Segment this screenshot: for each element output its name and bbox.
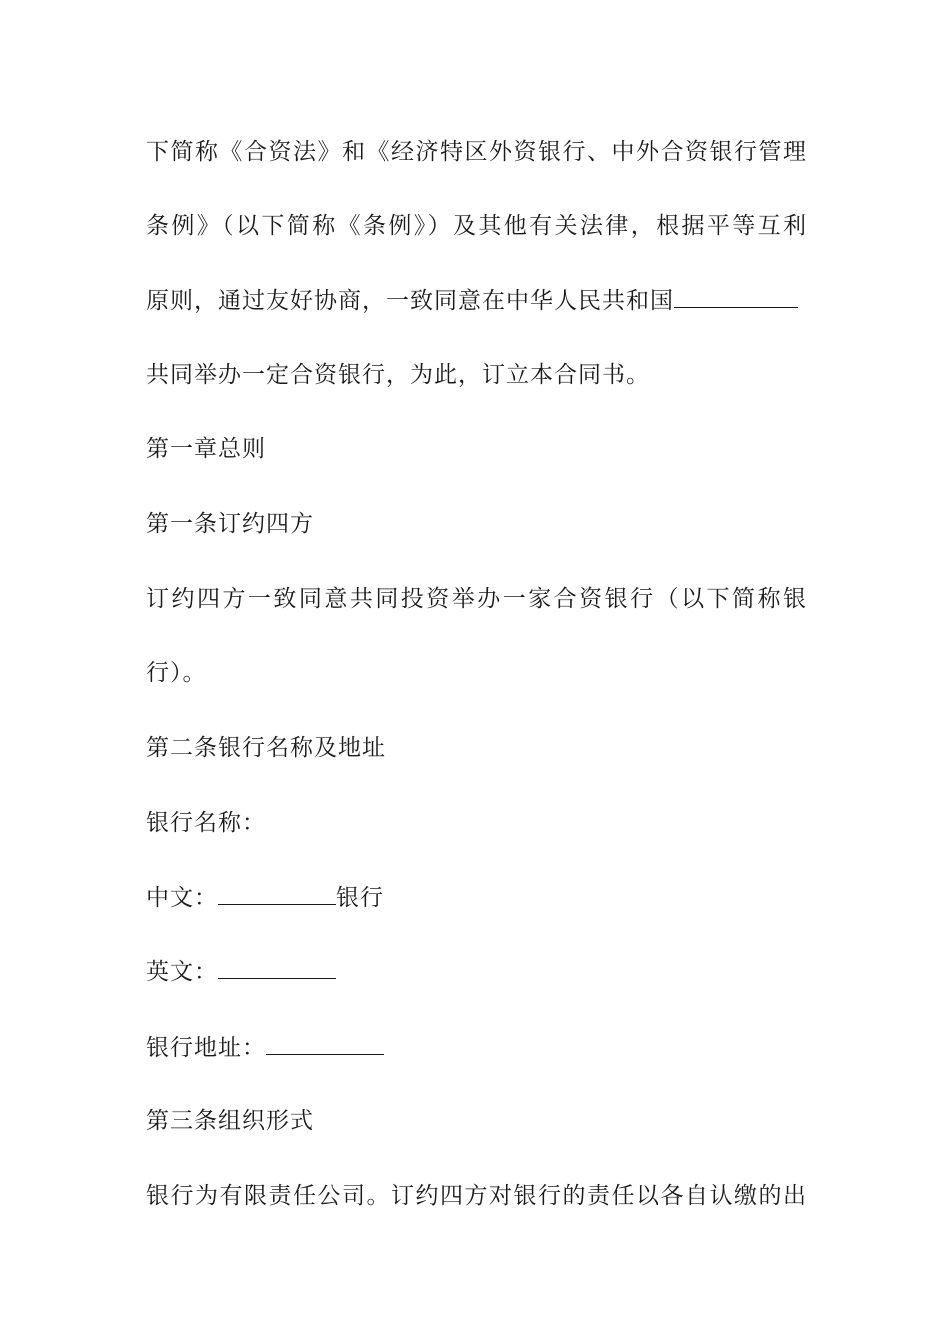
bank-address-line <box>146 1032 806 1063</box>
bank-name-label: 银行名称： <box>146 810 266 836</box>
blank-location <box>674 285 798 308</box>
article-2-title: 第二条银行名称及地址 <box>146 735 386 761</box>
chinese-name-label: 中文： <box>146 885 218 911</box>
paragraph-line-1: 下简称《合资法》和《经济特区外资银行、中外合资银行管理 <box>146 139 806 165</box>
paragraph-line-2: 条例》（以下简称《条例》）及其他有关法律，根据平等互利 <box>146 213 806 239</box>
chapter-heading: 第一章总则 <box>146 436 266 462</box>
english-name-line <box>146 956 806 987</box>
article-1-title: 第一条订约四方 <box>146 511 314 537</box>
paragraph-line-3 <box>146 285 806 316</box>
chinese-name-line <box>146 882 806 913</box>
article-3-title: 第三条组织形式 <box>146 1108 314 1134</box>
blank-english-name <box>218 956 336 979</box>
chinese-name-suffix: 银行 <box>336 885 384 911</box>
bank-address-label: 银行地址： <box>146 1035 266 1061</box>
blank-bank-address <box>266 1032 384 1055</box>
article-1-body-line-2: 行）。 <box>146 660 207 686</box>
article-1-body-line-1: 订约四方一致同意共同投资举办一家合资银行（以下简称银 <box>146 586 806 612</box>
paragraph-line-4: 共同举办一定合资银行，为此，订立本合同书。 <box>146 362 650 388</box>
blank-chinese-name <box>218 882 336 905</box>
english-name-label: 英文： <box>146 959 218 985</box>
paragraph-line-3-text: 原则，通过友好协商，一致同意在中华人民共和国 <box>146 288 674 314</box>
article-3-body-line-1: 银行为有限责任公司。订约四方对银行的责任以各自认缴的出 <box>146 1183 806 1209</box>
